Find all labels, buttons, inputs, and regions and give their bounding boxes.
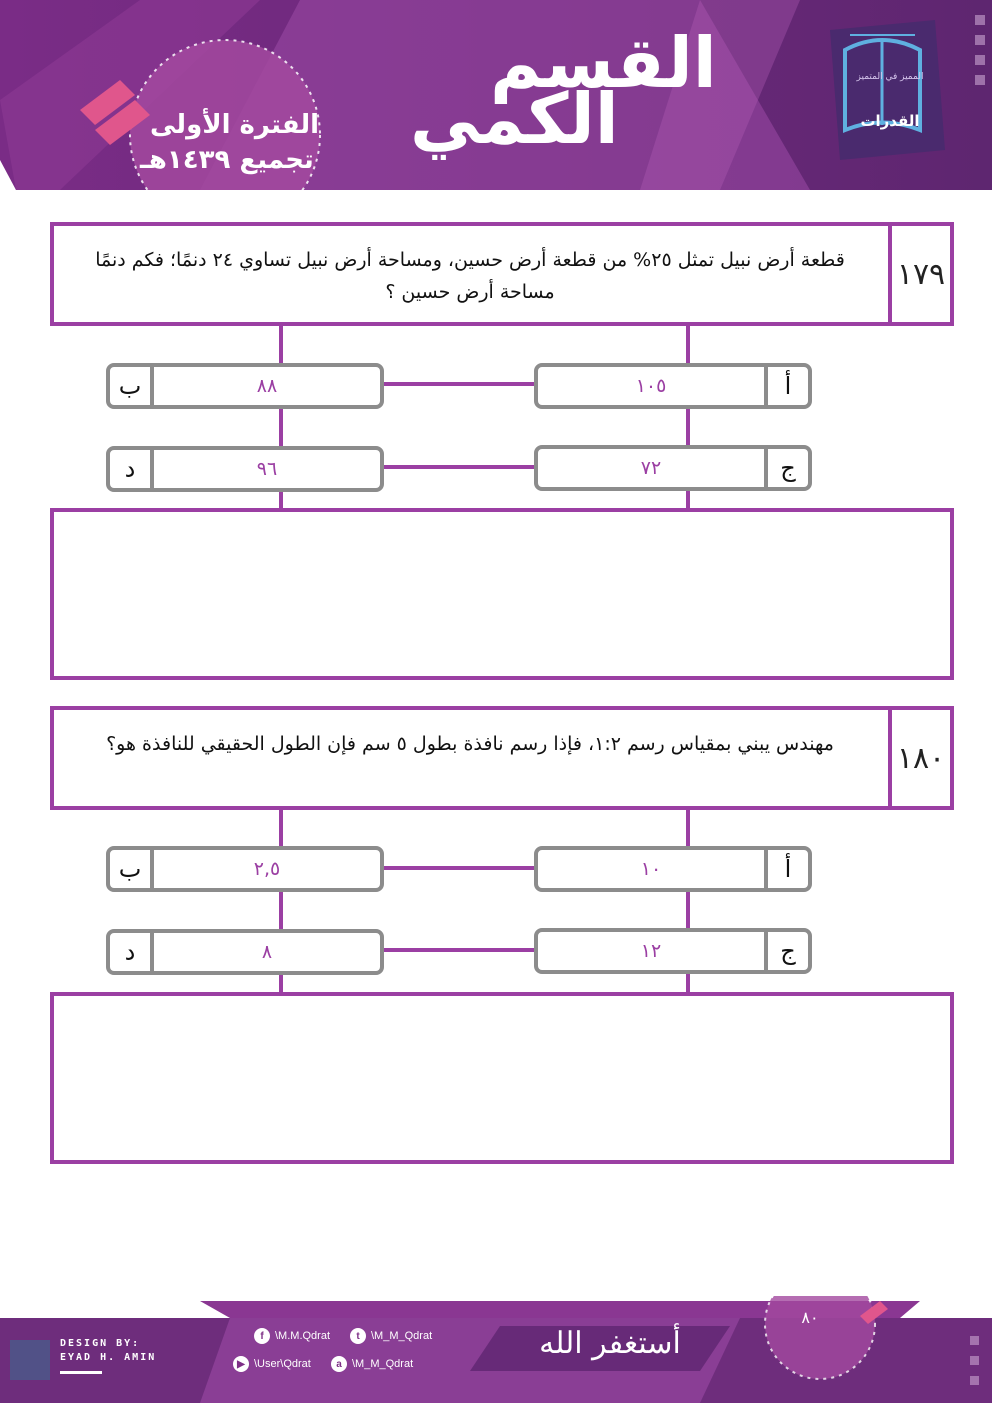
option-letter: د [110, 933, 154, 971]
period-label: الفترة الأولى [150, 110, 320, 140]
answer-area[interactable] [50, 992, 954, 1164]
question-text: مهندس يبني بمقياس رسم ١:٢، فإذا رسم نافذة بطول ٥ سم فإن الطول الحقيقي للنافذة هو؟ [106, 733, 834, 755]
facebook-icon: f [254, 1328, 270, 1344]
collection-label: تجميع ١٤٣٩هـ [140, 145, 314, 175]
connector-line [384, 465, 536, 469]
option-value: ٨٨ [256, 375, 278, 397]
ask-icon: a [331, 1356, 347, 1372]
option-c[interactable] [534, 928, 812, 974]
facebook-handle: \M.M.Qdrat [275, 1330, 331, 1342]
option-d[interactable] [106, 929, 384, 975]
option-value: ١٠ [640, 858, 662, 880]
twitter-icon: t [350, 1328, 366, 1344]
question-box-179 [50, 222, 954, 326]
question-number: ١٨٠ [888, 710, 950, 806]
option-b[interactable] [106, 363, 384, 409]
option-letter: ب [110, 367, 154, 405]
option-a[interactable] [534, 846, 812, 892]
option-letter: أ [764, 367, 808, 405]
option-letter: د [110, 450, 154, 488]
option-value: ٩٦ [256, 458, 278, 480]
twitter-handle: \M_M_Qdrat [371, 1330, 433, 1342]
youtube-link[interactable] [233, 1356, 311, 1372]
answer-area[interactable] [50, 508, 954, 680]
book-logo [820, 20, 945, 160]
option-value: ٧٢ [640, 457, 662, 479]
facebook-link[interactable] [254, 1328, 330, 1344]
header-title-line1: القسم [490, 22, 717, 104]
book-logo-icon [820, 20, 945, 160]
page-header [0, 0, 992, 190]
connector-line [384, 866, 536, 870]
connector-line [384, 948, 536, 952]
divider [60, 1371, 102, 1374]
logo-text: القدرات [860, 112, 920, 130]
option-value: ١٢ [640, 940, 662, 962]
ask-link[interactable] [331, 1356, 413, 1372]
option-letter: أ [764, 850, 808, 888]
page-footer [0, 1296, 992, 1403]
option-letter: ج [764, 932, 808, 970]
youtube-handle: \User\Qdrat [254, 1358, 311, 1370]
option-value: ٨ [261, 941, 273, 963]
option-b[interactable] [106, 846, 384, 892]
calligraphy-text: أستغفر الله [539, 1326, 681, 1361]
option-letter: ج [764, 449, 808, 487]
option-a[interactable] [534, 363, 812, 409]
question-text: قطعة أرض نبيل تمثل ٢٥% من قطعة أرض حسين، ومساحة أرض نبيل تساوي ٢٤ دنمًا؛ فكم دنمًا مساحة أرض حسين ؟ [95, 249, 845, 303]
page-number: ٨٠ [801, 1308, 819, 1327]
header-title-line2: الكمي [410, 78, 619, 160]
youtube-icon: ▶ [233, 1356, 249, 1372]
designer-name: EYAD H. AMIN [60, 1352, 157, 1363]
footer-background [0, 1296, 992, 1403]
connector-line [384, 382, 536, 386]
question-box-180 [50, 706, 954, 810]
option-value: ٢,٥ [253, 858, 281, 880]
option-c[interactable] [534, 445, 812, 491]
option-value: ١٠٥ [635, 375, 667, 397]
logo-subtext: المميز في المتميز [856, 72, 924, 82]
option-d[interactable] [106, 446, 384, 492]
designer-logo [10, 1340, 50, 1380]
ask-handle: \M_M_Qdrat [352, 1358, 414, 1370]
question-number: ١٧٩ [888, 226, 950, 322]
twitter-link[interactable] [350, 1328, 432, 1344]
design-by-label: DESIGN BY: [60, 1338, 141, 1349]
option-letter: ب [110, 850, 154, 888]
